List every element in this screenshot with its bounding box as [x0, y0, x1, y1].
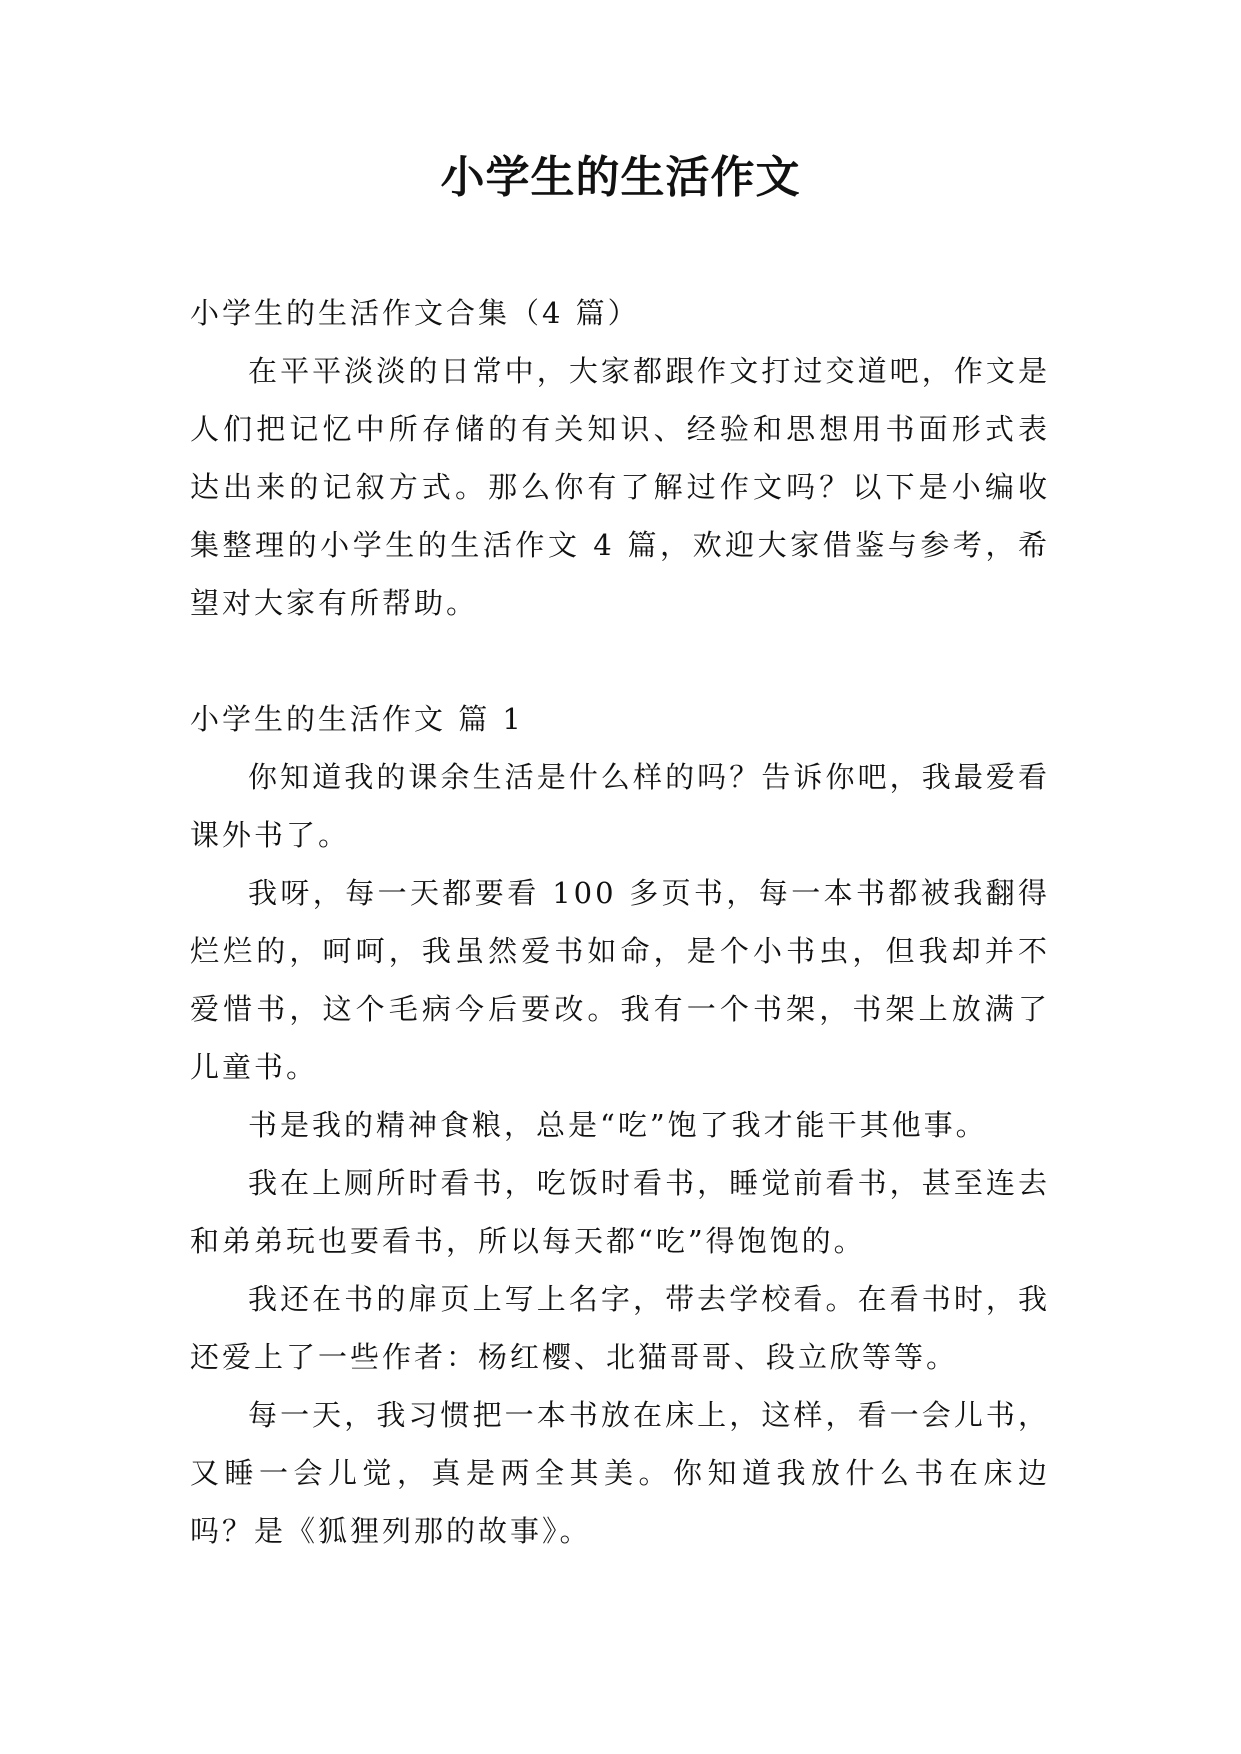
intro-paragraph: 在平平淡淡的日常中，大家都跟作文打过交道吧，作文是人们把记忆中所存储的有关知识、经验和思想用书面形式表达出来的记叙方式。那么你有了解过作文吗？以下是小编收集整理的小学生的生活作文 4 篇，欢迎大家借鉴与参考，希望对大家有所帮助。	[190, 354, 1050, 620]
body-paragraph: 我呀，每一天都要看 100 多页书，每一本书都被我翻得烂烂的，呵呵，我虽然爱书如命，是个小书虫，但我却并不爱惜书，这个毛病今后要改。我有一个书架，书架上放满了儿童书。	[190, 876, 1050, 1084]
body-paragraph: 你知道我的课余生活是什么样的吗？告诉你吧，我最爱看课外书了。	[190, 760, 1050, 852]
body-paragraph: 我还在书的扉页上写上名字，带去学校看。在看书时，我还爱上了一些作者：杨红樱、北猫哥哥、段立欣等等。	[190, 1282, 1050, 1374]
collection-subtitle: 小学生的生活作文合集（4 篇）	[190, 296, 640, 330]
document-body	[190, 284, 1050, 1560]
body-paragraph: 我在上厕所时看书，吃饭时看书，睡觉前看书，甚至连去和弟弟玩也要看书，所以每天都“吃”得饱饱的。	[190, 1166, 1050, 1258]
body-paragraph: 书是我的精神食粮，总是“吃”饱了我才能干其他事。	[248, 1108, 988, 1142]
body-paragraph: 每一天，我习惯把一本书放在床上，这样，看一会儿书，又睡一会儿觉，真是两全其美。你知道我放什么书在床边吗？是《狐狸列那的故事》。	[190, 1398, 1050, 1548]
document-title: 小学生的生活作文	[440, 152, 801, 203]
section-heading: 小学生的生活作文 篇 1	[190, 702, 524, 736]
